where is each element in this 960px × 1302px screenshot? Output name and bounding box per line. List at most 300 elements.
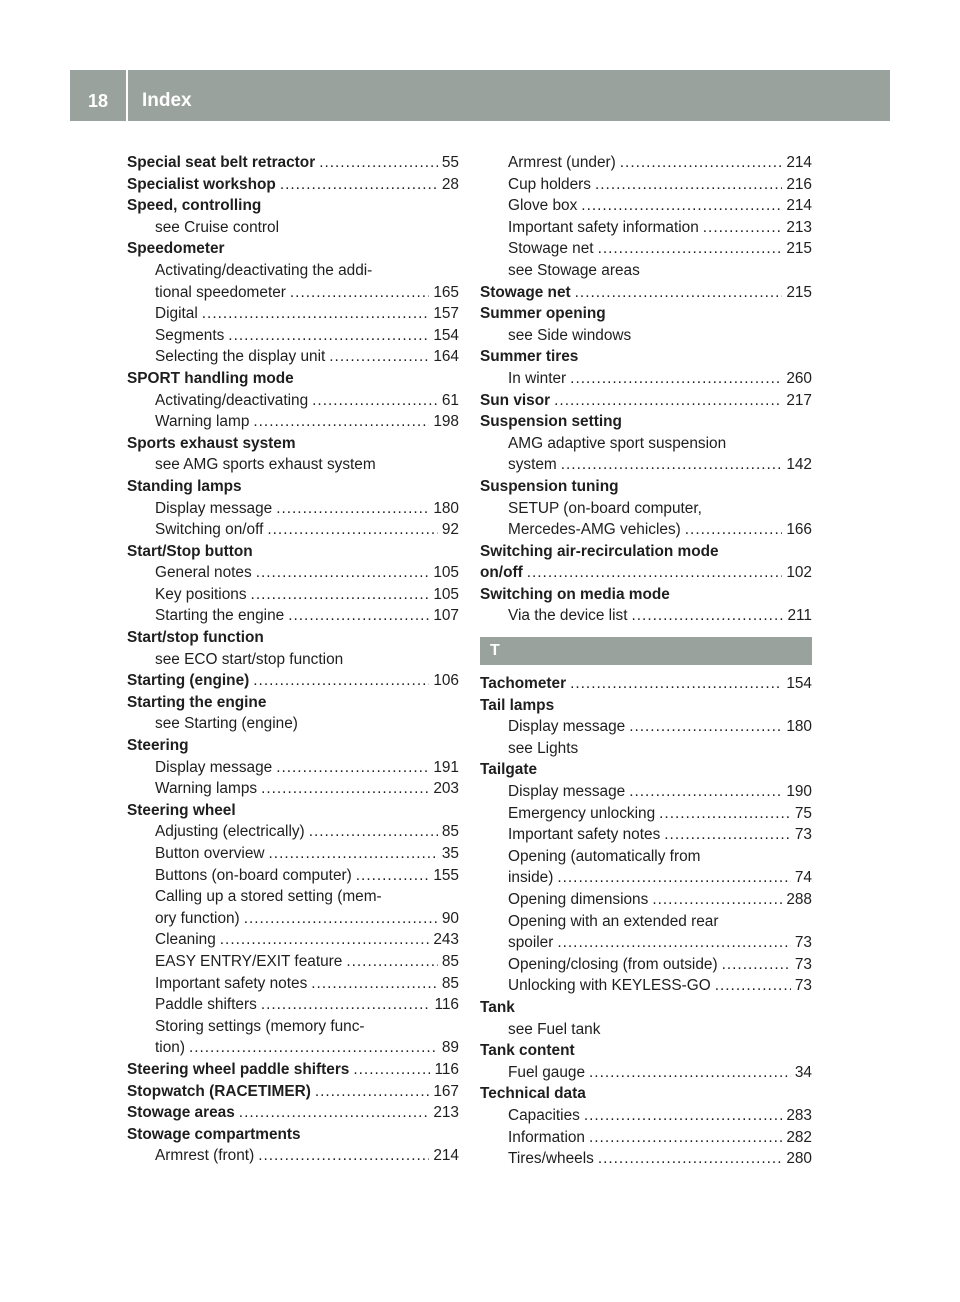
index-subentry[interactable] [127,821,459,843]
index-entry [480,759,812,781]
entry-label: Steering wheel [127,801,236,819]
entry-label: see Lights [508,739,579,757]
index-subentry [480,846,812,868]
dot-leader [652,889,782,911]
entry-label: Calling up a stored setting (mem- [155,888,382,906]
page-reference[interactable]: 213 [433,1104,459,1122]
entry-label: Capacities [508,1106,580,1124]
index-entry [127,627,459,649]
page-number: 18 [87,91,109,111]
index-subentry[interactable] [127,1037,459,1059]
index-subentry[interactable] [127,411,459,433]
index-subentry[interactable] [127,346,459,368]
dot-leader [561,454,783,476]
page-reference[interactable]: 167 [433,1082,459,1100]
index-subentry[interactable] [480,932,812,954]
entry-label: AMG adaptive sport suspension [508,434,727,452]
entry-label: Steering [127,737,189,755]
entry-label: Warning lamp [155,413,250,431]
index-subentry [480,260,812,282]
page-reference[interactable]: 107 [433,607,459,625]
page-reference[interactable]: 215 [786,240,812,258]
index-entry [480,411,812,433]
section-header: T [480,637,812,665]
page-header [70,70,890,121]
page-reference[interactable]: 73 [794,934,812,952]
index-column-left [127,152,459,1167]
page-reference[interactable]: 203 [433,780,459,798]
index-subentry [127,713,459,735]
entry-label: Specialist workshop [127,175,276,193]
page-reference[interactable]: 55 [441,154,459,171]
index-subentry[interactable] [127,325,459,347]
index-entry [127,476,459,498]
dot-leader [570,673,782,695]
page-reference[interactable]: 155 [433,866,459,884]
page-reference[interactable]: 191 [433,758,459,776]
index-subentry [127,217,459,239]
dot-leader [319,152,438,174]
index-entry[interactable] [127,174,459,196]
dot-leader [598,1148,782,1170]
dot-leader [220,929,430,951]
entry-label: Stowage compartments [127,1125,301,1143]
entry-label: Standing lamps [127,477,242,495]
dot-leader [309,821,438,843]
entry-label: Fuel gauge [508,1063,586,1081]
dot-leader [664,824,791,846]
index-subentry[interactable] [480,605,812,627]
dot-leader [356,865,430,887]
page-reference[interactable]: 105 [433,585,459,603]
entry-label: on/off [480,564,523,582]
entry-label: Selecting the display unit [155,348,326,366]
dot-leader [685,519,783,541]
dot-leader [629,716,782,738]
entry-label: Opening dimensions [508,891,649,908]
index-column-right [480,152,812,1170]
index-subentry[interactable] [480,975,812,997]
index-subentry[interactable] [480,1062,812,1084]
page-reference[interactable]: 35 [441,845,459,862]
entry-label: tion) [155,1039,185,1057]
page-reference[interactable]: 89 [441,1039,459,1057]
index-subentry [127,1016,459,1038]
page-reference[interactable]: 74 [794,869,812,887]
entry-label: Opening with an extended rear [508,912,719,930]
index-entry [127,433,459,455]
index-entry[interactable] [127,1081,459,1103]
entry-label: see Fuel tank [508,1020,601,1038]
entry-label: Sports exhaust system [127,434,296,452]
page-reference[interactable]: 166 [786,521,812,539]
dot-leader [598,238,783,260]
index-subentry[interactable] [127,562,459,584]
entry-label: Information [508,1128,585,1146]
page-reference[interactable]: 116 [434,996,459,1014]
index-subentry[interactable] [127,865,459,887]
entry-label: Suspension tuning [480,477,619,495]
entry-label: Paddle shifters [155,996,257,1014]
entry-label: Via the device list [508,607,628,625]
page-reference[interactable]: 157 [433,305,459,323]
dot-leader [584,1105,782,1127]
header-divider [126,70,128,121]
dot-leader [620,152,783,174]
index-subentry[interactable] [480,152,812,174]
index-subentry [480,911,812,933]
index-subentry[interactable] [480,368,812,390]
index-subentry[interactable] [127,498,459,520]
entry-label: Adjusting (electrically) [155,823,305,841]
index-subentry[interactable] [480,716,812,738]
page-reference[interactable]: 73 [794,826,812,844]
index-subentry[interactable] [127,757,459,779]
index-entry [480,303,812,325]
page-reference[interactable]: 243 [433,931,459,949]
index-subentry[interactable] [480,195,812,217]
dot-leader [253,670,429,692]
entry-label: see AMG sports exhaust system [155,456,376,474]
page-reference[interactable]: 90 [441,909,459,927]
entry-label: Emergency unlocking [508,804,656,822]
index-subentry[interactable] [127,1145,459,1167]
entry-label: Tachometer [480,675,567,693]
dot-leader [251,584,430,606]
index-entry [480,541,812,563]
index-subentry[interactable] [127,973,459,995]
entry-label: Tires/wheels [508,1150,594,1168]
index-subentry [480,498,812,520]
dot-leader [261,994,431,1016]
dot-leader [311,973,438,995]
dot-leader [276,498,429,520]
dot-leader [290,282,429,304]
entry-label: Speed, controlling [127,197,262,215]
entry-label: Speedometer [127,240,225,258]
index-entry [480,1040,812,1062]
index-entry[interactable] [480,562,812,584]
index-subentry[interactable] [127,908,459,930]
dot-leader [288,605,429,627]
page-reference[interactable]: 73 [794,955,812,973]
index-subentry [127,886,459,908]
index-subentry [480,325,812,347]
entry-label: Display message [155,758,273,776]
page-reference[interactable]: 213 [786,218,812,236]
page-reference[interactable]: 283 [786,1106,812,1124]
dot-leader [703,217,783,239]
index-subentry[interactable] [127,584,459,606]
entry-label: Sun visor [480,391,551,409]
dot-leader [715,975,791,997]
index-subentry[interactable] [127,390,459,412]
entry-label: Key positions [155,585,247,603]
index-subentry[interactable] [127,929,459,951]
index-entry [127,1124,459,1146]
page-reference[interactable]: 116 [434,1060,459,1078]
page-reference[interactable]: 92 [441,521,459,539]
index-subentry[interactable] [480,867,812,889]
index-entry[interactable] [127,1059,459,1081]
index-subentry[interactable] [127,303,459,325]
index-entry [480,346,812,368]
entry-label: Armrest (front) [155,1147,255,1165]
dot-leader [346,951,438,973]
index-subentry[interactable] [127,994,459,1016]
index-subentry[interactable] [480,824,812,846]
entry-label: Starting (engine) [127,672,250,690]
entry-label: Cleaning [155,931,216,949]
entry-label: Switching on/off [155,521,264,539]
dot-leader [228,325,429,347]
index-subentry[interactable] [480,781,812,803]
entry-label: Stowage areas [127,1104,235,1122]
index-entry[interactable] [127,670,459,692]
index-subentry[interactable] [127,605,459,627]
page-reference[interactable]: 85 [441,952,459,970]
dot-leader [595,174,782,196]
index-subentry [127,454,459,476]
entry-label: SETUP (on-board computer, [508,499,702,517]
index-subentry [480,433,812,455]
dot-leader [659,803,791,825]
entry-label: SPORT handling mode [127,369,294,387]
entry-label: see Starting (engine) [155,715,298,733]
dot-leader [189,1037,438,1059]
index-subentry [127,649,459,671]
index-entry [480,476,812,498]
page-reference[interactable]: 34 [794,1063,812,1081]
entry-label: Storing settings (memory func- [155,1017,365,1035]
entry-label: General notes [155,564,252,582]
entry-label: Activating/deactivating [155,391,309,409]
entry-label: see Cruise control [155,218,280,236]
index-subentry[interactable] [480,803,812,825]
index-entry [127,238,459,260]
page-reference[interactable]: 280 [786,1150,812,1168]
index-subentry[interactable] [127,519,459,541]
index-subentry[interactable] [480,217,812,239]
entry-label: Stopwatch (RACETIMER) [127,1082,311,1100]
entry-label: see Stowage areas [508,261,640,279]
index-subentry[interactable] [480,519,812,541]
entry-label: Switching on media mode [480,585,670,603]
index-subentry[interactable] [480,954,812,976]
index-subentry[interactable] [480,174,812,196]
entry-label: Cup holders [508,175,591,193]
entry-label: see ECO start/stop function [155,650,344,668]
dot-leader [256,562,430,584]
page-reference[interactable]: 28 [441,175,459,193]
index-entry [480,584,812,606]
index-entry [127,368,459,390]
entry-label: Summer opening [480,305,606,323]
entry-label: Unlocking with KEYLESS-GO [508,977,711,995]
entry-label: Armrest (under) [508,154,616,171]
index-entry [127,195,459,217]
page-title: Index [142,90,192,111]
index-entry[interactable] [480,282,812,304]
page-reference[interactable]: 106 [433,672,459,690]
index-subentry[interactable] [127,843,459,865]
entry-label: Tailgate [480,761,538,779]
index-entry [480,997,812,1019]
dot-leader [554,390,782,412]
index-entry[interactable] [480,390,812,412]
entry-label: EASY ENTRY/EXIT feature [155,952,343,970]
dot-leader [269,843,438,865]
index-entry [127,800,459,822]
entry-label: Important safety information [508,218,699,236]
index-subentry[interactable] [480,454,812,476]
page-reference[interactable]: 214 [786,154,812,171]
dot-leader [258,1145,429,1167]
entry-label: Buttons (on-board computer) [155,866,352,884]
index-entry[interactable] [480,673,812,695]
dot-leader [575,282,783,304]
dot-leader [329,346,429,368]
index-subentry[interactable] [480,1105,812,1127]
page-reference[interactable]: 260 [786,369,812,387]
entry-label: ory function) [155,909,240,927]
page-reference[interactable]: 105 [433,564,459,582]
entry-label: Starting the engine [127,693,267,711]
index-entry [480,695,812,717]
entry-label: Stowage net [480,283,571,301]
index-entry [127,541,459,563]
entry-label: Summer tires [480,348,579,366]
dot-leader [315,1081,429,1103]
entry-label: Digital [155,305,198,323]
page-reference[interactable]: 142 [786,456,812,474]
entry-label: Important safety notes [155,974,308,992]
entry-label: Warning lamps [155,780,258,798]
page-reference[interactable]: 85 [441,974,459,992]
page-reference[interactable]: 180 [786,718,812,736]
index-subentry[interactable] [127,951,459,973]
dot-leader [632,605,784,627]
dot-leader [280,174,438,196]
entry-label: inside) [508,869,554,887]
entry-label: Activating/deactivating the addi- [155,261,373,279]
entry-label: spoiler [508,934,554,952]
page-reference[interactable]: 85 [441,823,459,841]
page-reference[interactable]: 102 [786,564,812,582]
page-reference[interactable]: 214 [433,1147,459,1165]
entry-label: Tail lamps [480,696,555,714]
dot-leader [202,303,430,325]
page-reference[interactable]: 164 [433,348,459,366]
entry-label: Starting the engine [155,607,285,625]
index-subentry[interactable] [127,778,459,800]
index-entry[interactable] [127,1102,459,1124]
dot-leader [276,757,429,779]
dot-leader [589,1127,782,1149]
entry-label: Display message [155,499,273,517]
page-reference[interactable]: 73 [794,977,812,995]
index-subentry[interactable] [127,282,459,304]
page-reference[interactable]: 215 [786,283,812,301]
page-reference[interactable]: 154 [433,326,459,344]
entry-label: Display message [508,718,626,736]
page-reference[interactable]: 211 [787,607,812,625]
dot-leader [267,519,438,541]
index-subentry[interactable] [480,238,812,260]
index-entry [480,1083,812,1105]
page-reference[interactable]: 282 [786,1128,812,1146]
entry-label: system [508,456,557,474]
entry-label: Mercedes-AMG vehicles) [508,521,681,539]
dot-leader [570,368,782,390]
entry-label: Tank content [480,1042,575,1060]
entry-label: Stowage net [508,240,594,258]
index-subentry[interactable] [480,1148,812,1170]
entry-label: Start/Stop button [127,542,253,560]
entry-label: Suspension setting [480,413,622,431]
dot-leader [261,778,429,800]
entry-label: Segments [155,326,225,344]
index-subentry[interactable] [480,1127,812,1149]
dot-leader [239,1102,430,1124]
dot-leader [253,411,429,433]
index-subentry [480,738,812,760]
page-reference[interactable]: 216 [786,175,812,193]
entry-label: In winter [508,369,567,387]
page-reference[interactable]: 154 [786,675,812,693]
entry-label: Technical data [480,1085,586,1103]
dot-leader [581,195,782,217]
index-subentry[interactable] [480,889,812,911]
dot-leader [353,1059,430,1081]
entry-label: Display message [508,783,626,801]
index-entry [127,692,459,714]
page-reference[interactable]: 61 [441,391,459,409]
dot-leader [629,781,782,803]
entry-label: Glove box [508,197,578,215]
entry-label: tional speedometer [155,283,286,301]
dot-leader [557,932,791,954]
index-subentry [480,1019,812,1041]
page-reference[interactable]: 288 [786,891,812,908]
index-entry[interactable] [127,152,459,174]
entry-label: Opening/closing (from outside) [508,955,718,973]
dot-leader [244,908,438,930]
page-reference[interactable]: 217 [786,391,812,409]
entry-label: Special seat belt retractor [127,154,316,171]
dot-leader [589,1062,791,1084]
entry-label: Opening (automatically from [508,847,701,865]
page-reference[interactable]: 165 [433,283,459,301]
entry-label: see Side windows [508,326,632,344]
entry-label: Tank [480,998,515,1016]
page-reference[interactable]: 198 [433,413,459,431]
index-subentry [127,260,459,282]
page-reference[interactable]: 214 [786,197,812,215]
page-reference[interactable]: 75 [794,804,812,822]
entry-label: Important safety notes [508,826,661,844]
dot-leader [527,562,783,584]
entry-label: Switching air-recirculation mode [480,542,719,560]
page-reference[interactable]: 180 [433,499,459,517]
entry-label: Steering wheel paddle shifters [127,1060,350,1078]
entry-label: Button overview [155,845,265,862]
page-reference[interactable]: 190 [786,783,812,801]
dot-leader [722,954,791,976]
dot-leader [557,867,791,889]
entry-label: Start/stop function [127,629,264,647]
dot-leader [312,390,438,412]
